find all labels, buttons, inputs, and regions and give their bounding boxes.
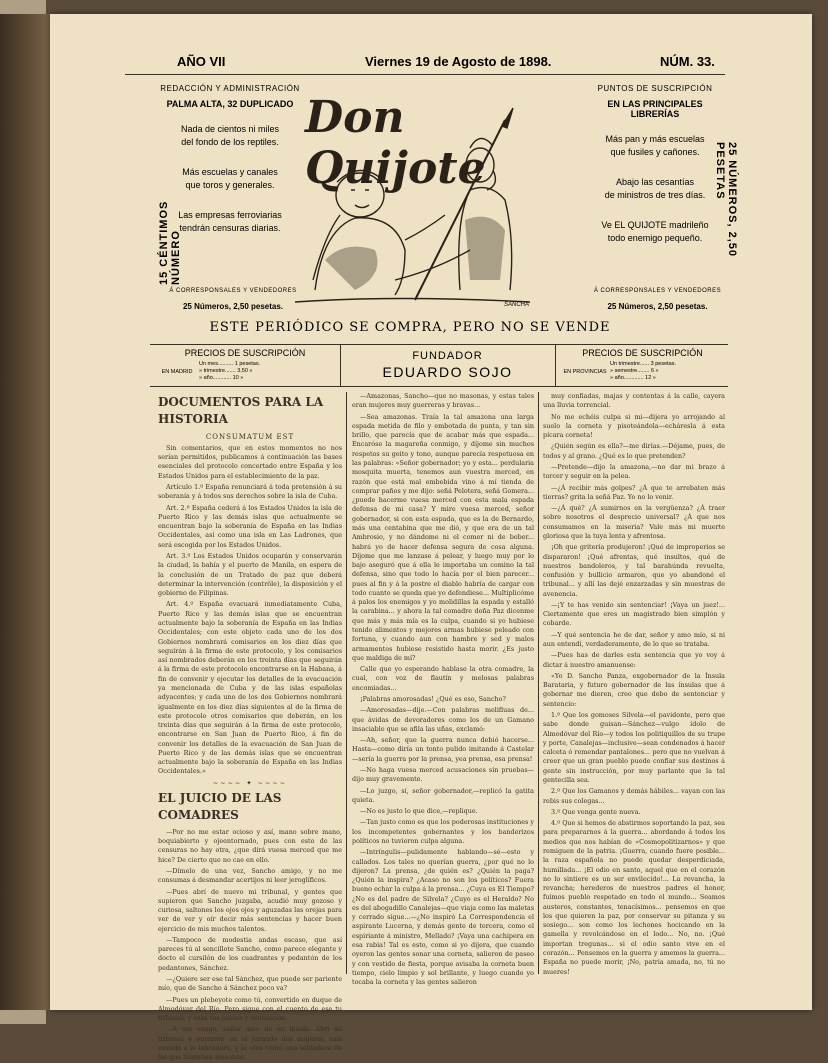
editorial-address: PALMA ALTA, 32 DUPLICADO xyxy=(166,99,294,109)
article-paragraph: —Y qué sentencia he de dar, señor y amo mío, si ni aun entendí, verdaderamente, de lo que se trataba. xyxy=(543,630,725,649)
article-paragraph: Art. 3.º Los Estados Unidos ocuparán y conservarán la ciudad, la bahía y el puerto de Manila, en espera de la conclusión de un Tratado de paz que deberá determinar la intervención (contrôle), la disposición y el gobierno de Filipinas. xyxy=(158,552,342,598)
subscription-madrid-row: » año............ 10 » xyxy=(199,375,244,382)
right-verse-1: Más pan y más escuelas xyxy=(605,134,705,144)
subscription-madrid xyxy=(155,348,335,382)
editorial-label: REDACCIÓN Y ADMINISTRACIÓN xyxy=(160,84,300,93)
header-line xyxy=(125,50,725,75)
masthead-title: Don Quijote xyxy=(305,92,486,194)
right-correspondents: Á CORRESPONSALES Y VENDEDORES xyxy=(593,288,722,294)
article-paragraph: Calle que yo esperando hablase la otra comadre, la cual, con voz de flautín y melosas palabras encomiadas... xyxy=(352,665,534,692)
article-paragraph: —Tan justo como es que los poderosas instituciones y los incompetentes gobernantes y los banderizos políticos no tuvieron culpa alguna. xyxy=(352,818,534,845)
subscription-points-label: PUNTOS DE SUSCRIPCIÓN xyxy=(597,84,713,93)
right-masthead-box xyxy=(585,84,725,245)
left-price: 25 Números, 2,50 pesetas. xyxy=(182,302,284,311)
subscription-madrid-region: EN MADRID xyxy=(161,368,193,375)
column-2 xyxy=(352,392,534,987)
article-subheading: CONSUMATUM EST xyxy=(205,432,295,441)
article-paragraph: —No haga vuesa merced acusaciones sin pruebas—dijo muy gravemente. xyxy=(352,765,534,784)
left-verse-5: Las empresas ferroviarias xyxy=(178,210,282,221)
date-label: Viernes 19 de Agosto de 1898. xyxy=(365,54,552,69)
article-paragraph: «Yo D. Sancho Panza, exgobernador de la Ínsula Barataria, y futuro gobernador de las ínsulas que á gobernar me dieren, creo que debo de sentenciar y sentencio: xyxy=(543,671,725,708)
left-correspondents: Á CORRESPONSALES Y VENDEDORES xyxy=(169,288,297,294)
article-paragraph: ¿Quién según es ella?—me dirías.—Déjame, pues, de todos y al grano. ¿Qué es lo que pretenden? xyxy=(543,442,725,460)
left-verse-1: Nada de cientos ni miles xyxy=(180,124,280,134)
year-label: AÑO VII xyxy=(177,54,226,69)
subscription-points-place: EN LAS PRINCIPALES LIBRERÍAS xyxy=(607,99,703,119)
artist-signature: SANCHA xyxy=(503,302,529,308)
article-heading-documentos: DOCUMENTOS PARA LA HISTORIA xyxy=(158,395,324,427)
subscription-madrid-row: Un mes.......... 1 pesetas. xyxy=(199,361,261,367)
left-verse-2: del fondo de los reptiles. xyxy=(181,136,279,147)
article-paragraph: —¿Á qué? ¿Á sumirnos en la vergüenza? ¿Á traer sobre nosotros el desprecio universal? ¿Á que nos consumamos en la miseria? Vale más mi muerte gloriosa que la tuya lenta y afrentosa. xyxy=(543,504,725,540)
article-paragraph: —Tampoco de modestia andas escaso, que así pareces tú al sencillote Sancho, como parece elegante y docto el cursilón de los cuadrantes y pedantón de los pedantones, Sánchez. xyxy=(158,935,342,972)
article-paragraph: 4.º Que si hemos de abstirmos soportando la paz, sea para prepararnos á la guerra... abordando á todos los medios que nos habían de «Cosmopolitizarnos» y que remiguen de la patria. ¡Guerra, cuando fuere posible... la raza española no puede quedar desperdiciada, humillada... ¡El odio en santo, aquel que en el corazón no lo sintiere es un ser envilecido!... La revancha, la revancha; herederos de nuestros padres el honor, fuimos pueblo respetado en todo el mundo... Seamos austeros, constantes, tenacísimos... pensemos en que los que quieren la paz, por conservar su pitanza y su sosiego... son como los lechones hocicando en la gamella y revolcándose en el lodo... No, no. ¡Qué importan tregunas... si el odio santo vive en el corazón... Pensemos en la guerra y amemos la guerra... España no puede morir, ¡No, patria amada, no, tú no mueres! xyxy=(543,819,725,976)
subscription-provinces-row: » año............. 12 » xyxy=(610,375,656,382)
left-verse-4: que toros y generales. xyxy=(185,179,275,190)
right-verse-2: que fusiles y cañones. xyxy=(610,146,700,157)
article-paragraph: —Sea amazonas. Traía la tal amazona una larga espada metida de filo y embotada de punta, y tan sin brillo, que parecía que de acabar más que espada... Encaróse la magareña conmigo, y díjome sin muchos respetos su geito y tono, aunque parecía respetuosa en las palabras: «Señor gobernador; yo y esta... perdularia mosquita muerta, tenemos aun vuestra merced, en razón que está mal embebida vino á mí tienda de comprar paños y me dijo: señá Pelotera, señá Gomera... ¿puede hacerme vuesa merced con esta mala espada defensa de mi casa? Y mire vuesa merced, señor gobernador, si con esta espada, que es la de Bernardo, más una centabina que me dió, y que era de un tal Ambrosio, y no dándome ni el comer ni de beber... habrá yo de hacer defensa segura de cosa alguna. Díjome que me lanzase á pelear, y luego muy por lo bajo aseguró que á ella le importaba un comino la tal defensa, sino que todo lo hacía por el bien parecer... pues al fin y á la postre el diablo habría de cargar con todo cuanto se queda que yo defendiese... Multiplicóme á palos los enemigos y yo molidillas la espada y estalló la carabina... y ahora la tal comadre doña Paz dicenme que más y más mía es la culpa, cuando si yo hubiese tenido alimentos y mejores armas hubiese peleado con fortuna, y cuando aun con hambre y sed y malos armamentos hubiese resistido hasta morir. ¿Es justo que maldiga de mí? xyxy=(352,412,534,662)
article-paragraph: 1.º Que los gomoses Silvela—el pavidonte, pero que sabe donde guisan—Sánchez—vulgo ídolo de Almodóvar del Río—y todos los politiquillos de su trupe y porte, Canalejas—inclusive—sean condenados á hacer calceta ó remendar pantalones... pero que no vuelvan á creer que un gran pueblo puede confiar sus destinos á gente sin instrucción, por muy parlante que la tal gentecilla sea. xyxy=(543,711,725,784)
right-verse-5: Ve EL QUIJOTE madrileño xyxy=(601,220,709,231)
subscription-provinces-title: PRECIOS DE SUSCRIPCIÓN xyxy=(582,348,703,358)
subscription-madrid-row: » trimestre....... 3,50 » xyxy=(199,368,253,375)
article-paragraph: —Por no me estar ocioso y así, mano sobre mano, boquiabierto y ojeentornado, pues con esto de las censuras no hay otra, ¿que dirá vuesa merced que me hice? De cierto que no cae en ello. xyxy=(158,827,342,864)
right-verse-3: Abajo las cesantías xyxy=(615,177,695,188)
article-paragraph: Art. 4.º España evacuará inmediatamente Cuba, Puerto Rico y las demás islas que se encuentran actualmente bajo la soberanía de España en las Indias Occidentales; con este objeto cada uno de los dos Gobiernos nombrará comisarios en los diez días que seguirán á la firma de este protocolo, y los comisarios así nombrados deberán en los treinta días que seguirán á la firma de este protocolo encontrarse en la Habana, á fin de convenir y ejecutar los detalles de la evacuación ya mencionada de Cuba y de las islas españolas adyacentes; y cada uno de los dos Gobiernos nombrará igualmente en los diez días siguientes al de la firma de este protocolo otros comisarios que deberán, en los treinta días que seguirán á la firma de este protocolo, encontrarse en San Juan de Puerto Rico, á fin de convenir los detalles de la evacuación de San Juan de Puerto Rico y de las demás islas que se encuentran actualmente bajo la soberanía de España en las Indias Occidentales.» xyxy=(158,600,342,776)
left-verse-3: Más escuelas y canales xyxy=(182,167,278,178)
article-paragraph: Art. 2.º España cederá á los Estados Unidos la isla de Puerto Rico y las demás islas que actualmente se encuentran bajo la soberanía de España en las Indias Occidentales, así como una isla en Las Ladrones, que será escogida por los Estados Unidos. xyxy=(158,503,342,549)
masthead-illustration xyxy=(255,90,535,310)
article-paragraph: —Amazonas, Sancho—que no masonas, y estas tales eran mujeres muy guerreras y bravas... xyxy=(352,392,534,410)
subscription-provinces-row: Un trimestre...... 3 pesetas. xyxy=(610,361,677,367)
book-spine xyxy=(0,14,50,1010)
article-paragraph: —Pues abrí de nuevo mi tribunal, y gentes que supieron que Sancho juzgaba, acudió muy gozoso y curiosa, saltones los ojos ojos y aguzadas las orejas para ver de ver y oír decir más sentencias y hacer buen ejercicio de mis muchos talentos. xyxy=(158,887,342,933)
left-verse-6: tendrán censuras diarias. xyxy=(179,222,281,233)
article-paragraph: ¡Palabras amorosadas! ¿Qué es eso, Sancho? xyxy=(360,695,506,703)
band-divider-right xyxy=(555,344,556,386)
issue-number: NÚM. 33. xyxy=(660,54,715,69)
band-divider-left xyxy=(340,344,341,386)
article-paragraph: —Pretende—dijo la amazona,—no dar mi brazo á torcer y seguir en la pelea. xyxy=(543,462,725,481)
band-bottom-rule xyxy=(150,386,728,387)
don-quijote-sancho-illustration xyxy=(255,90,535,310)
article-paragraph: Sin comentarios, que en estos momentos no nos serían permitidos, publicamos á continuación las bases esenciales del protocolo concertado entre España y los Estados Unidos para el establecimiento de la paz. xyxy=(158,443,342,480)
column-3 xyxy=(543,392,725,976)
column-rule-2 xyxy=(538,392,539,974)
article-heading-comadres: EL JUICIO DE LAS COMADRES xyxy=(158,791,282,823)
ornament-divider: ~~~~ ✦ ~~~~ xyxy=(212,778,288,787)
column-1 xyxy=(158,392,342,1062)
founder-box xyxy=(345,350,550,380)
article-paragraph: —¿Quiere ser ese tal Sánchez, que puede ser pariente mío, que de Sancho á Sánchez poco va? xyxy=(158,975,342,993)
founder-label: FUNDADOR xyxy=(412,350,483,362)
subscription-provinces xyxy=(560,348,725,382)
founder-name: EDUARDO SOJO xyxy=(382,364,513,380)
subscription-madrid-title: PRECIOS DE SUSCRIPCIÓN xyxy=(184,348,306,358)
vertical-price-right: 25 NÚMEROS, 2,50 PESETAS xyxy=(714,142,738,258)
subscription-provinces-region: EN PROVINCIAS xyxy=(563,368,607,375)
article-paragraph: 2.º Que los Gamanos y demás hábiles... vayan con las rebis sus colegas... xyxy=(543,787,725,805)
article-paragraph: —A eso vengo, señor mío: de mi ínsula. Abrí mi tribunal y entraron en el juzgado dos mujeres, una vestida á lo labradora, y la otra como una soldadera de las que llamaban masonas. xyxy=(158,1025,342,1062)
article-paragraph: —¿Á recibir más golpes? ¿Á que te arrebaten más tierras? grita la señá Paz. Yo no lo venir. xyxy=(543,483,725,501)
article-paragraph: —Ah, señor, que la guerra nunca debió hacerse... Hasta—como diría un tonto pulido imitando á Castelar—sería la guerra por la prensa, yea prensa, esa prensa! xyxy=(352,736,534,763)
slogan: ESTE PERIÓDICO SE COMPRA, PERO NO SE VENDE xyxy=(209,320,611,335)
article-paragraph: Artículo 1.º España renunciará á toda pretensión á su soberanía y á todos sus derechos sobre la isla de Cuba. xyxy=(158,483,342,501)
article-paragraph: —Pues un plebeyote como tú, convertido en duque de Almodóvar del Río. Pero sigue con el cuento de ese tu tribunal, y esas tus juicios y sentencias. xyxy=(158,995,342,1023)
article-paragraph: muy confiadas, majas y contentas á la calle, cayera una lluvia torrencial. xyxy=(543,392,725,410)
article-paragraph: —Intríngulis—pulidamente hablando—sé—esto y callados. Los tales no querían guerra, ¿por qué no lo dijeron? La prensa, ¿de quién es? ¿Quién la paga? ¿Quién la inspira? ¿Acaso no son los políticos? Fuera bueno echar la culpa á la prensa... ¿Cuya es El Tiempo? ¿No es del padre de Silvela? ¿Cuyo es el Heraldo? No es del abogadillo Canalejas—que viaja como las maletas y cerrado sigue...—¿No inspiró La Correspondencia el aspirante Lucerna, y demás gente de tercera, como el espiriante á ministro, Mellado? ¡Vaya una cachipera en esa rabia! Tal es esto, como si yo dijera, que cuando oyeron las gentes sonar una corneta, salieron de paseo y con vestido de fiesta, porque avisaba la corneta buen tiempo, cielo limpio y sol brillante, y luego cuando yo tocaba la corneta y las gentes salieron xyxy=(352,848,534,987)
article-paragraph: —No es justo lo que dice,—replique. xyxy=(360,807,478,816)
subscription-provinces-row: » semestre........ 6 » xyxy=(610,368,659,375)
article-paragraph: —¡Y te has venido sin sentenciar! ¡Vaya un juez!... Ciertamente que eres un magistrado bien simplón y cobarde. xyxy=(543,600,725,628)
article-paragraph: —Pues has de darles esta sentencia que yo voy á dictar á nuestro amanuense: xyxy=(543,651,725,669)
vertical-price-left: 15 CÉNTIMOS NÚMERO xyxy=(158,200,182,285)
article-paragraph: 3.º Que venga gente nueva. xyxy=(551,807,641,816)
right-price: 25 Números, 2,50 pesetas. xyxy=(607,302,708,311)
right-verse-4: de ministros de tres días. xyxy=(604,189,706,200)
article-paragraph: —Lo juzgo, sí, señor gobernador,—replicó la gatita quieta. xyxy=(352,786,534,804)
article-paragraph: No me echéis culpa si mi—dijera yo arrojando al suelo la corneta y pisoteándola—echáresla á esta pícara corneta! xyxy=(543,412,725,440)
article-paragraph: —Amorosadas—dije.—Con palabras melifluas de... que ávidas de devoradores como los de un Gamano insaciable que se afila las uñas, exclamó: xyxy=(352,706,534,733)
article-paragraph: ¡Oh que gritería produjeron! ¡Qué de improperios se dispararon! ¡Qué afrentas, qué insultos, qué de nuestros bandoleros, y tal barahúnda revuelta, confusión y bullicio armaron, que yo abandoné el tribunal... y allí las dejé enzarzadas y sin muestras de avenencia. xyxy=(543,543,725,598)
right-verse-6: todo enemigo pequeño. xyxy=(607,232,703,243)
band-top-rule xyxy=(150,344,728,345)
article-paragraph: —Dímelo de una vez, Sancho amigo, y no me consumas á desmandar acertijos ni leer jeroglíficos. xyxy=(158,866,342,885)
column-rule-1 xyxy=(346,392,347,974)
